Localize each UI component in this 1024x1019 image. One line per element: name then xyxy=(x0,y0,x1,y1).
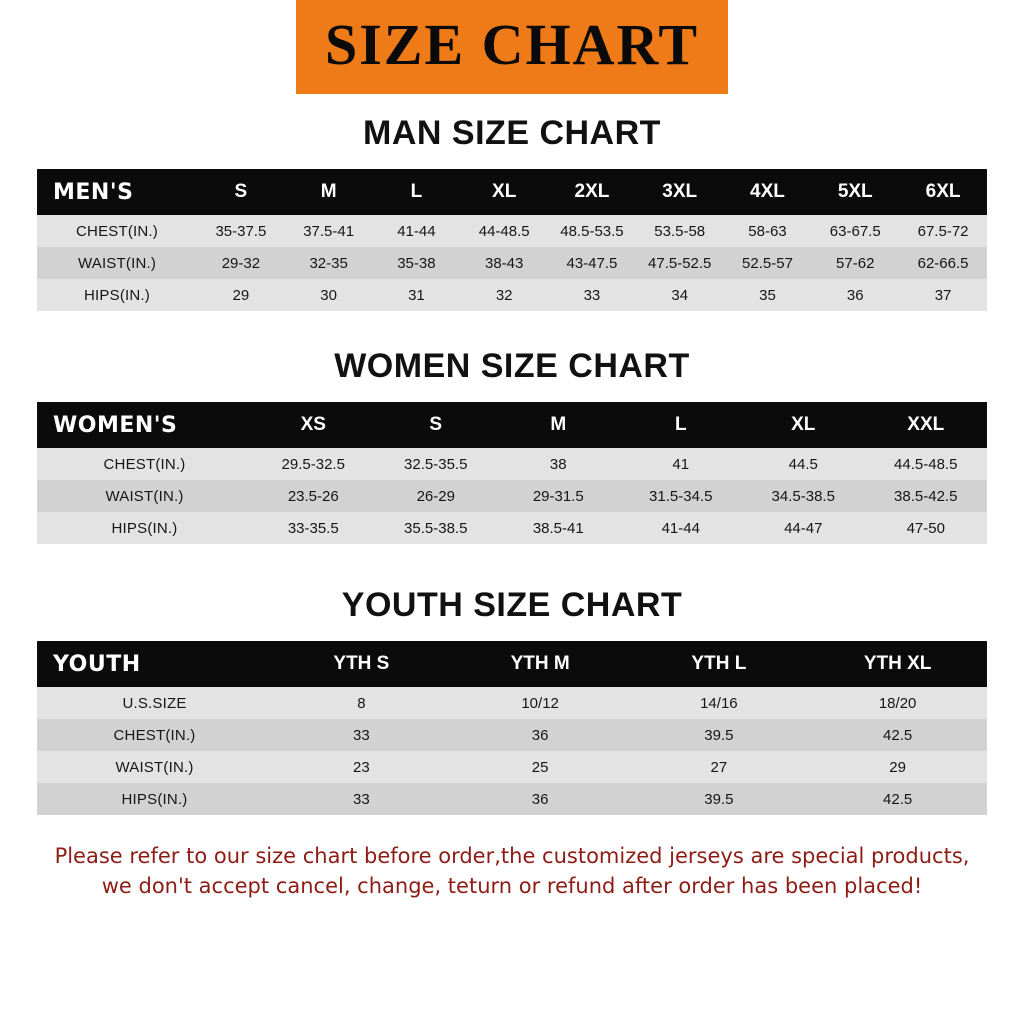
women-col-header: S xyxy=(375,402,498,448)
table-row xyxy=(37,783,987,815)
page-title: SIZE CHART xyxy=(324,12,700,77)
cell: 29-32 xyxy=(197,247,285,279)
cell: 30 xyxy=(285,279,373,311)
cell: 41-44 xyxy=(373,215,461,247)
man-col-header: 3XL xyxy=(636,169,724,215)
cell: 62-66.5 xyxy=(899,247,987,279)
cell: 41-44 xyxy=(620,512,743,544)
cell: 27 xyxy=(630,751,809,783)
table-header-row xyxy=(37,169,987,215)
women-table-head xyxy=(37,402,987,448)
cell: 35 xyxy=(724,279,812,311)
man-col-header: 6XL xyxy=(899,169,987,215)
women-corner-label: WOMEN'S xyxy=(37,402,252,448)
cell: 52.5-57 xyxy=(724,247,812,279)
cell: 44.5-48.5 xyxy=(865,448,988,480)
youth-col-header: YTH M xyxy=(451,641,630,687)
table-row xyxy=(37,247,987,279)
cell: 35.5-38.5 xyxy=(375,512,498,544)
cell: 33 xyxy=(272,783,451,815)
cell: 38 xyxy=(497,448,620,480)
cell: 38.5-41 xyxy=(497,512,620,544)
cell: 23.5-26 xyxy=(252,480,375,512)
cell: 14/16 xyxy=(630,687,809,719)
cell: 53.5-58 xyxy=(636,215,724,247)
cell: 32 xyxy=(460,279,548,311)
table-row xyxy=(37,512,987,544)
cell: 37.5-41 xyxy=(285,215,373,247)
cell: 29 xyxy=(197,279,285,311)
row-label: HIPS(IN.) xyxy=(37,512,252,544)
cell: 47-50 xyxy=(865,512,988,544)
man-size-table xyxy=(37,169,987,311)
man-col-header: 2XL xyxy=(548,169,636,215)
youth-size-table xyxy=(37,641,987,815)
cell: 31.5-34.5 xyxy=(620,480,743,512)
youth-col-header: YTH S xyxy=(272,641,451,687)
cell: 42.5 xyxy=(808,783,987,815)
man-table-head xyxy=(37,169,987,215)
table-row xyxy=(37,448,987,480)
section-man xyxy=(0,114,1024,311)
cell: 10/12 xyxy=(451,687,630,719)
table-row xyxy=(37,480,987,512)
row-label: HIPS(IN.) xyxy=(37,279,197,311)
cell: 23 xyxy=(272,751,451,783)
row-label: HIPS(IN.) xyxy=(37,783,272,815)
cell: 33 xyxy=(272,719,451,751)
women-table-body xyxy=(37,448,987,544)
header-banner xyxy=(0,0,1024,94)
women-col-header: XXL xyxy=(865,402,988,448)
cell: 39.5 xyxy=(630,719,809,751)
youth-corner-label: YOUTH xyxy=(37,641,272,687)
cell: 29.5-32.5 xyxy=(252,448,375,480)
man-corner-label: MEN'S xyxy=(37,169,197,215)
man-col-header: M xyxy=(285,169,373,215)
cell: 48.5-53.5 xyxy=(548,215,636,247)
table-row xyxy=(37,687,987,719)
table-row xyxy=(37,719,987,751)
cell: 44-48.5 xyxy=(460,215,548,247)
cell: 36 xyxy=(451,783,630,815)
man-col-header: S xyxy=(197,169,285,215)
youth-col-header: YTH XL xyxy=(808,641,987,687)
cell: 36 xyxy=(811,279,899,311)
section-title-youth: YOUTH SIZE CHART xyxy=(341,586,683,624)
cell: 34.5-38.5 xyxy=(742,480,865,512)
table-header-row xyxy=(37,641,987,687)
man-col-header: 4XL xyxy=(724,169,812,215)
row-label: WAIST(IN.) xyxy=(37,247,197,279)
section-women xyxy=(0,347,1024,544)
table-row xyxy=(37,279,987,311)
row-label: CHEST(IN.) xyxy=(37,719,272,751)
cell: 67.5-72 xyxy=(899,215,987,247)
cell: 44.5 xyxy=(742,448,865,480)
row-label: CHEST(IN.) xyxy=(37,215,197,247)
row-label: CHEST(IN.) xyxy=(37,448,252,480)
youth-table-body xyxy=(37,687,987,815)
cell: 44-47 xyxy=(742,512,865,544)
youth-col-header: YTH L xyxy=(630,641,809,687)
table-header-row xyxy=(37,402,987,448)
cell: 35-37.5 xyxy=(197,215,285,247)
row-label: U.S.SIZE xyxy=(37,687,272,719)
cell: 33-35.5 xyxy=(252,512,375,544)
cell: 58-63 xyxy=(724,215,812,247)
cell: 25 xyxy=(451,751,630,783)
cell: 34 xyxy=(636,279,724,311)
youth-table-head xyxy=(37,641,987,687)
cell: 42.5 xyxy=(808,719,987,751)
cell: 8 xyxy=(272,687,451,719)
cell: 57-62 xyxy=(811,247,899,279)
cell: 37 xyxy=(899,279,987,311)
man-col-header: 5XL xyxy=(811,169,899,215)
cell: 47.5-52.5 xyxy=(636,247,724,279)
cell: 41 xyxy=(620,448,743,480)
footer-note-line-1: Please refer to our size chart before order,the customized jerseys are special products, xyxy=(54,844,970,868)
man-col-header: L xyxy=(373,169,461,215)
women-col-header: XL xyxy=(742,402,865,448)
footer-note-line-2: we don't accept cancel, change, teturn or refund after order has been placed! xyxy=(101,874,923,899)
row-label: WAIST(IN.) xyxy=(37,480,252,512)
cell: 29 xyxy=(808,751,987,783)
cell: 26-29 xyxy=(375,480,498,512)
women-col-header: XS xyxy=(252,402,375,448)
cell: 39.5 xyxy=(630,783,809,815)
footer-note xyxy=(37,841,987,902)
cell: 18/20 xyxy=(808,687,987,719)
cell: 38-43 xyxy=(460,247,548,279)
cell: 33 xyxy=(548,279,636,311)
cell: 35-38 xyxy=(373,247,461,279)
women-col-header: L xyxy=(620,402,743,448)
section-youth xyxy=(0,586,1024,815)
table-row xyxy=(37,751,987,783)
section-title-man: MAN SIZE CHART xyxy=(363,114,661,152)
cell: 32.5-35.5 xyxy=(375,448,498,480)
women-size-table xyxy=(37,402,987,544)
cell: 38.5-42.5 xyxy=(865,480,988,512)
cell: 32-35 xyxy=(285,247,373,279)
section-title-women: WOMEN SIZE CHART xyxy=(334,347,690,385)
cell: 36 xyxy=(451,719,630,751)
cell: 29-31.5 xyxy=(497,480,620,512)
cell: 43-47.5 xyxy=(548,247,636,279)
cell: 31 xyxy=(373,279,461,311)
row-label: WAIST(IN.) xyxy=(37,751,272,783)
man-col-header: XL xyxy=(460,169,548,215)
women-col-header: M xyxy=(497,402,620,448)
cell: 63-67.5 xyxy=(811,215,899,247)
table-row xyxy=(37,215,987,247)
man-table-body xyxy=(37,215,987,311)
